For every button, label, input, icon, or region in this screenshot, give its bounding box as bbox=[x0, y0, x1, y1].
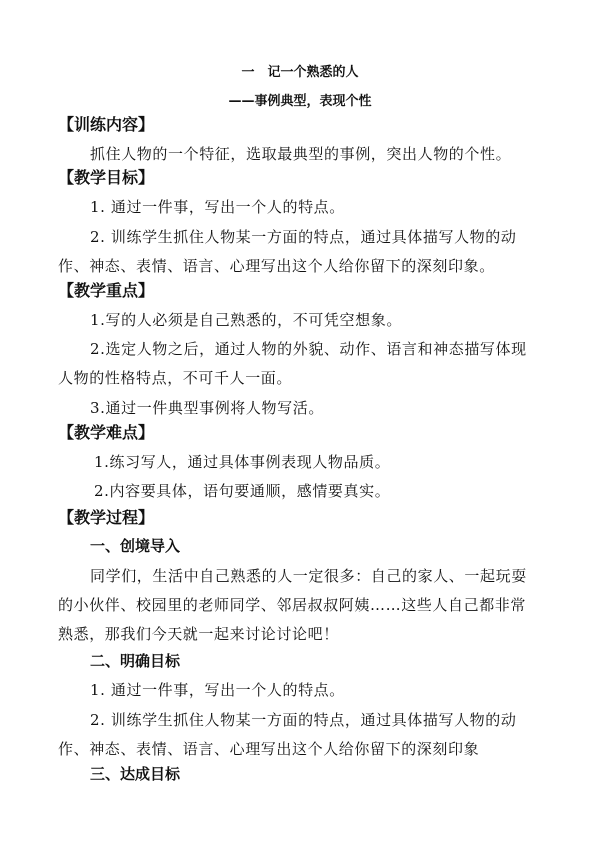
goal-item-2-line-1: 2. 训练学生抓住人物某一方面的特点，通过具体描写人物的动 bbox=[90, 228, 517, 246]
goal-item-1: 1. 通过一件事，写出一个人的特点。 bbox=[90, 198, 345, 216]
goal-item-2-line-2: 作、神态、表情、语言、心理写出这个人给你留下的深刻印象。 bbox=[58, 257, 495, 275]
process-step-1-line-2: 的小伙伴、校园里的老师同学、邻居叔叔阿姨……这些人自己都非常 bbox=[58, 596, 527, 614]
section-heading-content: 【训练内容】 bbox=[58, 115, 155, 134]
difficulty-item-1: 1.练习写人，通过具体事例表现人物品质。 bbox=[94, 453, 391, 471]
document-title: 一 记一个熟悉的人 bbox=[241, 65, 359, 80]
key-point-item-2-line-2: 人物的性格特点，不可千人一面。 bbox=[58, 369, 293, 387]
process-step-2-item-2-line-2: 作、神态、表情、语言、心理写出这个人给你留下的深刻印象 bbox=[58, 740, 480, 758]
document-subtitle: ——事例典型，表现个性 bbox=[228, 94, 372, 109]
process-step-2-item-1: 1. 通过一件事，写出一个人的特点。 bbox=[90, 681, 345, 699]
process-step-2-item-2-line-1: 2. 训练学生抓住人物某一方面的特点，通过具体描写人物的动 bbox=[90, 711, 517, 729]
section-heading-process: 【教学过程】 bbox=[58, 508, 155, 527]
section-heading-key-points: 【教学重点】 bbox=[58, 281, 155, 300]
process-step-3-heading: 三、达成目标 bbox=[90, 765, 181, 783]
process-step-1-line-1: 同学们，生活中自己熟悉的人一定很多：自己的家人、一起玩耍 bbox=[90, 567, 527, 585]
key-point-item-3: 3.通过一件典型事例将人物写活。 bbox=[90, 399, 324, 417]
content-paragraph: 抓住人物的一个特征，选取最典型的事例，突出人物的个性。 bbox=[90, 145, 512, 163]
difficulty-item-2: 2.内容要具体，语句要通顺，感情要真实。 bbox=[94, 482, 391, 500]
process-step-2-heading: 二、明确目标 bbox=[90, 652, 181, 670]
process-step-1-heading: 一、创境导入 bbox=[90, 537, 181, 555]
section-heading-goals: 【教学目标】 bbox=[58, 168, 155, 187]
process-step-1-line-3: 熟悉，那我们今天就一起来讨论讨论吧！ bbox=[58, 625, 339, 643]
key-point-item-1: 1.写的人必须是自己熟悉的，不可凭空想象。 bbox=[90, 311, 402, 329]
key-point-item-2-line-1: 2.选定人物之后，通过人物的外貌、动作、语言和神态描写体现 bbox=[90, 340, 527, 358]
section-heading-difficulties: 【教学难点】 bbox=[58, 423, 155, 442]
